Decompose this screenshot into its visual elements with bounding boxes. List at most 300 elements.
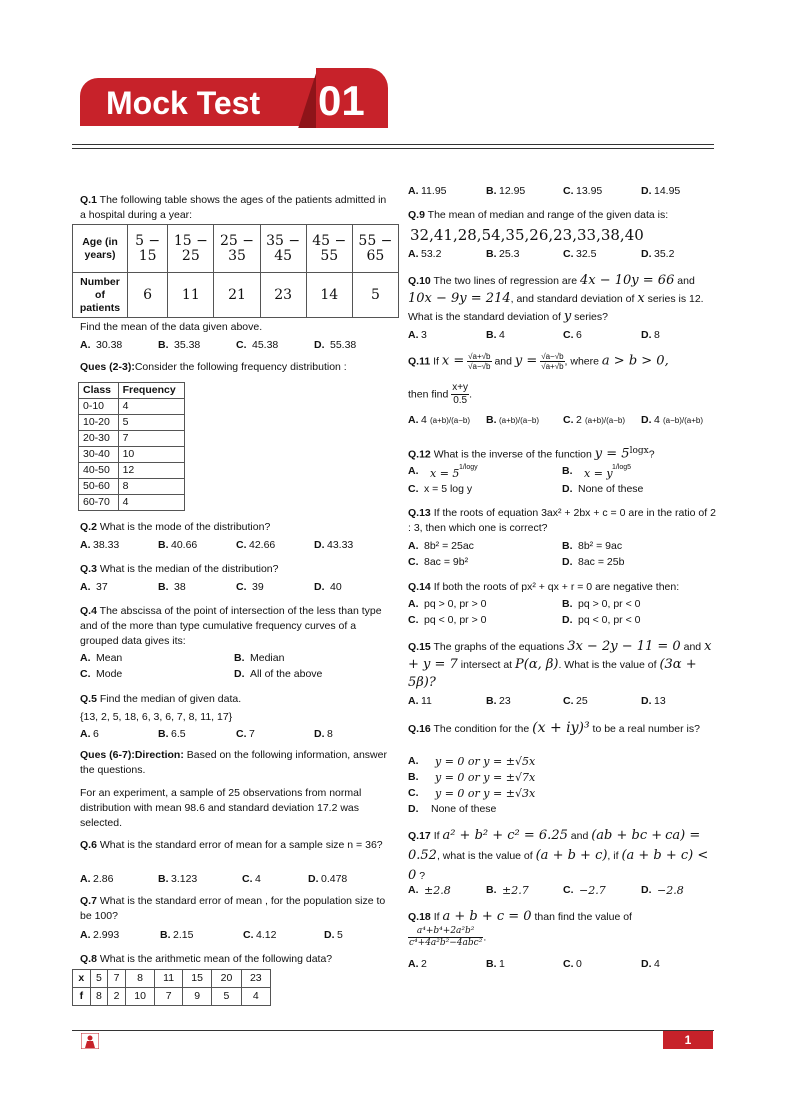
q1-text-block [80,193,395,223]
q15-eq-2: x + y = 7 [408,639,712,672]
option-exponent: 1/logy [459,464,478,471]
option-letter: B. [158,339,169,351]
q12-text-2: ? [648,448,655,461]
q10-label: Q.10 [408,275,431,287]
q15-text-4: . What is the value of [558,659,657,671]
q17-text-1: If [433,830,440,842]
option-value: None of these [431,803,497,815]
q8-options [408,184,718,199]
logo-icon [81,1033,99,1049]
q9-label: Q.9 [408,209,425,221]
q9-options [408,247,718,262]
table-cell: 9 [182,988,211,1006]
option-letter: D. [641,884,652,896]
q15-text-block [408,638,720,692]
table-cell: 55 − 65 [352,225,398,273]
q5-text: Find the median of given data. [99,693,242,705]
q12-function: y = 5 [594,446,630,462]
option-letter: A. [408,958,419,970]
q18-text-2: than find the value of [534,911,632,923]
q7-text: What is the standard error of mean , for the population size to be 100? [80,895,386,922]
fraction-numerator: √a−√b [541,352,564,361]
option-value: x = 5 log y [424,483,473,495]
option-value: Mean [96,652,123,664]
option-letter: D. [314,339,325,351]
option-fraction: (a+b)/(a−b) [430,416,471,425]
q11-text-1: If [433,355,439,368]
q7-text-block [80,894,395,924]
table-row [79,431,185,447]
q18-label: Q.18 [408,911,431,923]
q10-eq-2: 10x − 9y = 214 [408,291,511,306]
q67-text: Based on the following information, answer the questions. [80,749,387,776]
table-cell: 11 [168,273,214,318]
option-value: 2 [421,958,427,970]
table-row [79,399,185,415]
option-letter: B. [408,771,419,783]
header-rule-2 [72,148,714,149]
option-value: Mode [96,668,123,680]
option-letter: A. [408,598,419,610]
q15-text-2: and [683,641,702,653]
option-value: 2.86 [93,873,114,885]
option-letter: B. [158,581,169,593]
option-value: 35.38 [174,339,201,351]
option-fraction: (a−b)/(a+b) [663,416,704,425]
q12-options [408,464,718,498]
option-letter: C. [563,695,574,707]
option-letter: A. [408,329,419,341]
table-cell: 5 − 15 [128,225,168,273]
q17-condition: (a + b + c) < 0 [408,848,709,883]
table-cell: 8 [90,988,108,1006]
option-letter: A. [408,695,419,707]
table-cell: Frequency [118,383,184,399]
q11-options [408,413,718,431]
table-cell: 20 [212,970,241,988]
table-cell: 30-40 [79,447,119,463]
option-value: pq > 0, pr > 0 [424,598,487,610]
table-cell: 8 [118,479,184,495]
q8-table [72,969,271,1006]
q3-text: What is the median of the distribution? [99,563,279,575]
option-value: 5 [337,929,343,941]
table-cell: 11 [155,970,183,988]
option-value: 38 [174,581,186,593]
q11-x: x = [441,353,465,369]
table-row [79,415,185,431]
option-letter: B. [562,540,573,552]
table-cell: 20-30 [79,431,119,447]
option-value: 13 [654,695,666,707]
q11-text-2: and [494,355,512,368]
fraction-denominator: √a+√b [541,362,564,371]
option-value: pq < 0, pr > 0 [424,614,487,626]
option-letter: C. [243,929,254,941]
option-value: pq > 0, pr < 0 [578,598,641,610]
q8-text-block [80,952,332,967]
option-value: y = 0 or y = ±√3x [435,787,536,800]
option-letter: A. [80,873,91,885]
option-value: −2.7 [579,884,606,897]
option-value: 6 [93,728,99,740]
q18-fraction-block [408,926,486,949]
q5-data: {13, 2, 5, 18, 6, 3, 6, 7, 8, 11, 17} [80,711,233,723]
q3-text-block [80,562,278,577]
fraction-numerator: x+y [452,382,469,393]
test-number: 01 [318,77,365,124]
option-fraction: (a+b)/(a−b) [499,416,540,425]
q67-label: Ques (6-7):Direction: [80,749,184,761]
option-value: pq < 0, pr < 0 [578,614,641,626]
q6-options [80,872,400,887]
option-value: 25.3 [499,248,520,260]
fraction-numerator: √a+√b [468,352,491,361]
option-value: y = 0 or y = ±√5x [435,755,536,768]
option-value: 2 [576,414,582,426]
q7-options [80,928,400,943]
q4-text-block [80,604,392,649]
q10-text-block [408,272,718,326]
q12-exponent: logx [629,446,649,456]
option-exponent: 1/log5 [612,464,632,471]
table-cell: Age (in years) [73,225,128,273]
option-value: ±2.7 [502,884,529,897]
q16-text-block [408,719,720,738]
table-cell: 4 [241,988,270,1006]
option-letter: C. [563,958,574,970]
option-value: 30.38 [96,339,123,351]
option-letter: B. [486,695,497,707]
option-value: x = y [584,467,613,480]
option-value: 11 [421,695,432,707]
table-cell: 40-50 [79,463,119,479]
q14-options [408,597,718,629]
table-cell: 0-10 [79,399,119,415]
option-letter: B. [486,248,497,260]
q15-text-3: intersect at [460,659,513,671]
q13-options [408,539,718,571]
q18-text-block [408,908,632,926]
q13-text-block [408,506,720,536]
footer-rule [72,1030,714,1031]
option-letter: B. [160,929,171,941]
q67-text-block [80,748,390,778]
q67-info: For an experiment, a sample of 25 observations from normal distribution with mean 98.6 and standard deviation 17.2 was selected. [80,787,362,829]
table-cell: 14 [306,273,352,318]
table-row [79,463,185,479]
q11-label: Q.11 [408,355,431,368]
option-letter: C. [80,668,91,680]
option-fraction: (a+b)/(a−b) [585,416,626,425]
table-cell: 7 [108,970,126,988]
q9-data: 32,41,28,54,35,26,23,33,38,40 [410,226,644,244]
table-cell: 25 − 35 [214,225,260,273]
q5-text-block [80,692,241,707]
table-cell: 5 [352,273,398,318]
q17-expression: (a + b + c) [535,848,608,863]
q16-text-2: to be a real number is? [592,723,700,735]
table-cell: 45 − 55 [306,225,352,273]
option-letter: D. [308,873,319,885]
option-letter: D. [641,185,652,197]
table-cell: 50-60 [79,479,119,495]
option-value: 38.33 [93,539,120,551]
option-letter: D. [562,483,573,495]
option-letter: B. [486,329,497,341]
option-letter: D. [314,728,325,740]
q10-var-x: x [637,291,645,306]
option-value: 8ac = 9b² [424,556,469,568]
option-letter: A. [408,540,419,552]
option-value: 8ac = 25b [578,556,625,568]
option-letter: A. [80,581,91,593]
q2-text: What is the mode of the distribution? [99,521,271,533]
q10-text-6: series? [574,311,608,323]
q18-text-3: . [483,931,487,944]
option-value: 39 [252,581,264,593]
q2-text-block [80,520,270,535]
option-value: 7 [249,728,255,740]
q2-options [80,538,400,553]
q4-options [80,651,400,683]
q11-find-fraction [451,382,469,407]
option-letter: D. [314,539,325,551]
option-letter: D. [641,958,652,970]
table-cell: 60-70 [79,495,119,511]
option-letter: B. [486,958,497,970]
q23-text-block [80,360,400,375]
q1-age-table [72,224,399,318]
q16-expression: (x + iy)³ [532,720,590,736]
option-letter: A. [408,465,419,477]
q10-text-2: and [677,275,695,287]
table-cell: Number of patients [73,273,128,318]
option-value: 8 [654,329,660,341]
table-cell: 35 − 45 [260,225,306,273]
option-letter: A. [408,185,419,197]
q15-eq-1: 3x − 2y − 11 = 0 [567,639,681,654]
option-value: 8b² = 9ac [578,540,623,552]
option-value: 8b² = 25ac [424,540,474,552]
option-value: 4 [421,414,427,426]
q14-text-block [408,580,679,595]
table-cell: 5 [118,415,184,431]
option-value: All of the above [250,668,323,680]
q17-eq-1: a² + b² + c² = 6.25 [442,828,568,843]
option-value: 13.95 [576,185,603,197]
table-cell: 5 [90,970,108,988]
q15-text-1: The graphs of the equations [433,641,565,653]
option-letter: A. [80,539,91,551]
option-value: 32.5 [576,248,597,260]
q3-options [80,580,400,595]
option-letter: C. [563,185,574,197]
option-value: 4 [654,958,660,970]
q9-text: The mean of median and range of the given data is: [427,209,669,221]
option-letter: A. [80,652,91,664]
option-letter: B. [562,598,573,610]
q17-text-block [408,826,720,886]
option-value: 35.2 [654,248,675,260]
option-value: 4 [255,873,261,885]
option-letter: C. [236,581,247,593]
option-value: 0.478 [321,873,348,885]
table-row [73,225,399,273]
table-cell: Class [79,383,119,399]
q10-options [408,328,718,343]
q10-text-4: series is 12. [647,293,704,305]
q6-text: What is the standard error of mean for a sample size n = 36? [99,839,383,851]
option-value: 4 [654,414,660,426]
option-value: Median [250,652,285,664]
option-letter: D. [641,414,652,426]
option-letter: A. [80,339,91,351]
option-letter: B. [158,728,169,740]
q18-fraction [408,926,483,949]
option-letter: D. [562,556,573,568]
q14-label: Q.14 [408,581,431,593]
option-letter: A. [408,884,419,896]
option-letter: A. [80,929,91,941]
option-letter: B. [486,414,497,426]
q1-options [80,338,400,353]
q23-label: Ques (2-3): [80,361,135,373]
option-letter: A. [408,414,419,426]
option-value: 0 [576,958,582,970]
q15-expression: (3α + 5β)? [408,657,697,690]
table-cell: 10 [118,447,184,463]
table-row [79,447,185,463]
q14-text: If both the roots of px² + qx + r = 0 are negative then: [433,581,680,593]
table-row [79,479,185,495]
option-value: 45.38 [252,339,279,351]
table-row [79,495,185,511]
q10-text-5: What is the standard deviation of [408,311,561,323]
option-letter: D. [314,581,325,593]
q1-label: Q.1 [80,194,97,206]
q9-text-block [408,208,668,223]
option-value: −2.8 [657,884,684,897]
table-cell: 15 − 25 [168,225,214,273]
q23-text: Consider the following frequency distribution : [134,361,347,373]
table-cell: 4 [118,399,184,415]
q11-condition: a > b > 0, [601,353,669,369]
table-cell: 23 [260,273,306,318]
option-letter: C. [408,614,419,626]
option-letter: B. [234,652,245,664]
q4-text: The abscissa of the point of intersection of the less than type and of the more than type cumulative frequency curves of a grouped data gives its: [80,605,382,647]
q8-label: Q.8 [80,953,97,965]
option-value: 25 [576,695,588,707]
q17-options [408,883,718,898]
q10-text-3: , and standard deviation of [510,293,635,305]
table-cell: 15 [182,970,211,988]
q17-text-3: , what is the value of [436,850,533,862]
option-value: 11.95 [421,185,447,197]
option-value: 43.33 [327,539,354,551]
option-value: 12.95 [499,185,526,197]
option-value: 40.66 [171,539,198,551]
q13-text: If the roots of equation 3ax² + 2bx + c = 0 are in the ratio of 2 : 3, then which one is correct? [408,507,716,534]
option-letter: C. [408,556,419,568]
q17-eq-2a: (ab + bc + [591,828,663,843]
q18-eq: a + b + c = 0 [442,909,532,924]
option-value: None of these [578,483,644,495]
table-cell: 5 [212,988,241,1006]
option-value: 2.15 [173,929,194,941]
option-letter: B. [158,539,169,551]
q17-text-2: and [570,830,589,842]
q6-text-block [80,838,385,853]
q6-label: Q.6 [80,839,97,851]
option-letter: D. [641,248,652,260]
table-cell: 7 [118,431,184,447]
table-cell: f [73,988,91,1006]
fraction-denominator: √a−√b [468,362,491,371]
table-row [79,383,185,399]
q17-text-5: ? [419,870,426,882]
option-value: 3.123 [171,873,198,885]
q5-label: Q.5 [80,693,97,705]
option-letter: D. [641,329,652,341]
header-rule-1 [72,144,714,145]
q1-text: The following table shows the ages of the patients admitted in a hospital during a year: [80,194,387,221]
q11-text-3: , where [564,355,599,368]
q1-question: Find the mean of the data given above. [80,321,263,333]
option-value: 4.12 [256,929,277,941]
option-letter: C. [563,414,574,426]
q11-text-block [408,352,718,386]
q11-y: y = [514,353,538,369]
option-letter: D. [562,614,573,626]
fraction-numerator: a⁴+b⁴+2a²b² [408,926,483,938]
table-cell: 6 [128,273,168,318]
table-cell: 12 [118,463,184,479]
q10-text-1: The two lines of regression are [433,275,578,287]
option-value: 40 [330,581,342,593]
frequency-table [78,382,185,511]
option-value: 3 [421,329,427,341]
table-cell: 2 [108,988,126,1006]
option-letter: B. [158,873,169,885]
option-value: 6.5 [171,728,186,740]
option-value: 4 [499,329,505,341]
title-banner [80,68,390,130]
option-letter: D. [324,929,335,941]
table-row [73,273,399,318]
q11-find-block [408,382,472,407]
option-value: 55.38 [330,339,357,351]
option-value: y = 0 or y = ±√7x [435,771,536,784]
option-letter: C. [563,329,574,341]
option-value: 42.66 [249,539,276,551]
option-letter: C. [236,728,247,740]
table-cell: 10-20 [79,415,119,431]
option-value: 1 [499,958,505,970]
option-letter: A. [80,728,91,740]
q17-text-4: , if [607,850,619,862]
q18-options [408,957,718,972]
option-value: x = 5 [430,467,460,480]
option-letter: B. [486,884,497,896]
q3-label: Q.3 [80,563,97,575]
q11-text-4: then find [408,388,449,401]
fraction-denominator: 0.5 [453,395,468,406]
option-value: 53.2 [421,248,442,260]
q13-label: Q.13 [408,507,431,519]
q15-label: Q.15 [408,641,431,653]
